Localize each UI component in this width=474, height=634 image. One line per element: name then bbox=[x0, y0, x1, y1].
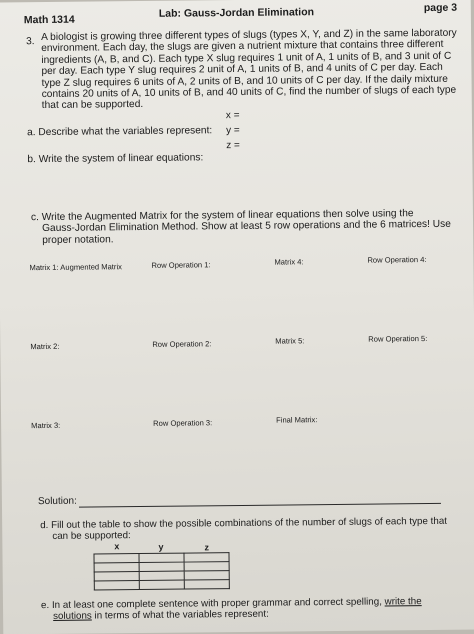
page-number: page 3 bbox=[423, 1, 458, 15]
table-cell[interactable] bbox=[139, 562, 184, 571]
row-operation-1-label: Row Operation 1: bbox=[151, 260, 211, 270]
problem-number: 3. bbox=[26, 36, 35, 48]
problem-line: contains 20 units of A, 10 units of B, and 40 units of C, find the number of slugs of each type bbox=[41, 84, 457, 101]
course-label: Math 1314 bbox=[23, 13, 75, 27]
problem-line: ingredients (A, B, and C). Each type X slug requires 1 unit of A, 1 units of B, and 3 unit of C bbox=[41, 50, 452, 66]
table-cell[interactable] bbox=[184, 553, 229, 562]
part-d-prompt bbox=[40, 516, 447, 542]
table-cell[interactable] bbox=[94, 572, 139, 581]
part-e-emphasis: solutions bbox=[53, 610, 92, 622]
part-a-prompt: a. Describe what the variables represent: bbox=[27, 125, 213, 139]
part-c-line: Gauss-Jordan Elimination Method. Show at least 5 row operations and the 6 matrices! Use bbox=[42, 219, 451, 235]
matrix-2-label: Matrix 2: bbox=[30, 341, 60, 352]
table-cell[interactable] bbox=[184, 571, 229, 580]
table-cell[interactable] bbox=[139, 553, 184, 562]
table-cell[interactable] bbox=[184, 580, 229, 589]
variable-x-label: x = bbox=[225, 109, 240, 122]
combinations-table bbox=[93, 552, 229, 590]
problem-line: per day. Each type Y slug requires 2 unit of A, 1 units of B, and 4 units of C per day. Each bbox=[41, 62, 443, 78]
row-operation-3-label: Row Operation 3: bbox=[153, 418, 213, 428]
part-b-prompt: b. Write the system of linear equations: bbox=[27, 152, 204, 166]
problem-line: type Z slug requires 6 units of A, 2 units of B, and 10 units of C per day. If the daily mixture bbox=[41, 73, 448, 89]
problem-line: that can be supported. bbox=[41, 99, 144, 112]
variable-z-label: z = bbox=[226, 139, 240, 152]
table-cell[interactable] bbox=[94, 563, 139, 572]
matrix-4-label: Matrix 4: bbox=[274, 257, 304, 267]
part-e-text: in terms of what the variables represent: bbox=[91, 608, 269, 622]
table-cell[interactable] bbox=[139, 571, 184, 580]
matrix-1-label: Matrix 1: Augmented Matrix bbox=[29, 262, 122, 273]
variable-y-label: y = bbox=[226, 124, 240, 137]
table-cell[interactable] bbox=[94, 581, 139, 590]
table-cell[interactable] bbox=[94, 554, 139, 563]
part-c-prompt bbox=[31, 208, 451, 247]
final-matrix-label: Final Matrix: bbox=[276, 415, 318, 425]
table-header-z: z bbox=[204, 542, 209, 553]
part-c-line: c. Write the Augmented Matrix for the system of linear equations then solve using the bbox=[30, 208, 414, 224]
lab-title: Lab: Gauss-Jordan Elimination bbox=[158, 6, 315, 20]
part-d-line: can be supported: bbox=[52, 530, 131, 542]
matrix-5-label: Matrix 5: bbox=[275, 336, 305, 346]
table-header-x: x bbox=[114, 541, 120, 552]
row-operation-4-label: Row Operation 4: bbox=[367, 255, 427, 265]
solution-label: Solution: bbox=[37, 495, 77, 508]
row-operation-5-label: Row Operation 5: bbox=[368, 334, 428, 344]
row-operation-2-label: Row Operation 2: bbox=[152, 339, 212, 349]
part-e-prompt bbox=[41, 596, 422, 622]
problem-line: environment. Each day, the slugs are given a nutrient mixture that contains three different bbox=[41, 39, 444, 55]
part-e-text: e. In at least one complete sentence with proper grammar and correct spelling, bbox=[40, 596, 385, 612]
table-cell[interactable] bbox=[184, 562, 229, 571]
table-row bbox=[94, 580, 229, 590]
part-e-emphasis: write the bbox=[384, 596, 422, 608]
problem-statement bbox=[41, 28, 457, 112]
table-header-y: y bbox=[158, 541, 164, 552]
matrix-3-label: Matrix 3: bbox=[31, 420, 61, 431]
table-cell[interactable] bbox=[139, 580, 184, 589]
solution-answer-line[interactable] bbox=[79, 503, 441, 508]
part-c-line: proper notation. bbox=[42, 234, 114, 246]
part-d-line: d. Fill out the table to show the possible combinations of the number of slugs of each type that bbox=[40, 515, 448, 532]
problem-line: A biologist is growing three different types of slugs (types X, Y, and Z) in the same laboratory bbox=[41, 27, 457, 44]
